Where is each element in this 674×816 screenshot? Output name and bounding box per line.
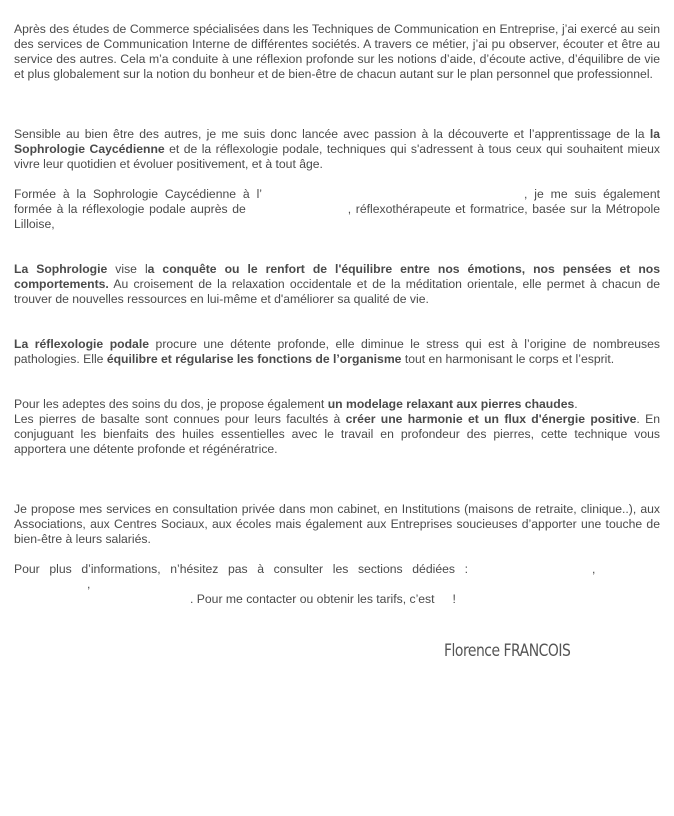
- info-text-a: Pour plus d’informations, n’hésitez pas à consulter les sections dédiées :: [14, 562, 468, 576]
- reflexology-bold-title: La réflexologie podale: [14, 337, 149, 351]
- intro-paragraph: Après des études de Commerce spécialisées dans les Techniques de Communication en Entreprise, j’ai exercé au sein des services de Communication Interne de différentes sociétés. A travers ce métier, j’ai pu observer, écouter et être au service des autres. Cela m’a conduite à une réflexion profonde sur les notions d’aide, d’écoute active, d’équilibre de vie et plus globalement sur la notion du bonheur et de bien-être de chacun autant sur le plan personnel que professionnel.: [14, 22, 660, 81]
- training-paragraph: [14, 187, 660, 232]
- info-exclamation: !: [452, 592, 456, 606]
- sophrology-bold-title: La Sophrologie: [14, 262, 108, 276]
- stones-text-d: Les pierres de basalte sont connues pour leurs facultés à: [14, 412, 346, 426]
- sophrology-text-d: Au croisement de la relaxation occidentale et de la méditation orientale, elle permet à chacun de trouver de nouvelles ressources en lui-même et d'améliorer sa qualité de vie.: [14, 277, 660, 306]
- sophrology-text-b: vise l: [107, 262, 148, 276]
- info-paragraph: [14, 562, 660, 607]
- info-comma-2: ,: [87, 577, 91, 591]
- stones-bold-massage: un modelage relaxant aux pierres chaudes: [327, 397, 575, 411]
- training-text-c: , réflexothérapeute et formatrice, basée sur la Métropole Lilloise,: [14, 202, 660, 231]
- reflexology-text-b: procure une détente profonde, elle diminue le stress qui est à l’origine de nombreuses pathologies. Elle: [14, 337, 660, 366]
- stones-bold-harmony: créer une harmonie et un flux d'énergie positive: [345, 412, 637, 426]
- reflexology-text-d: tout en harmonisant le corps et l’esprit.: [401, 352, 615, 366]
- training-text-b: , je me suis également formée à la réflexologie podale auprès de: [14, 187, 660, 216]
- passion-paragraph: [14, 127, 660, 172]
- info-comma-1: ,: [592, 562, 596, 576]
- training-text-a: Formée à la Sophrologie Caycédienne à l’: [14, 187, 263, 201]
- reflexology-bold-function: équilibre et régularise les fonctions de l’organisme: [106, 352, 402, 366]
- stones-text-c: .: [574, 397, 578, 411]
- passion-text-c: et de la réflexologie podale, techniques qui s'adressent à tous ceux qui souhaitent mieux vivre leur quotidien et évoluer positivement, et à tout âge.: [14, 142, 660, 171]
- stones-text-a: Pour les adeptes des soins du dos, je propose également: [14, 397, 328, 411]
- stones-text-f: . En conjuguant les bienfaits des huiles essentielles avec le travail en profondeur des pierres, cette technique vous apportera une détente profonde et régénératrice.: [14, 412, 660, 456]
- reflexology-paragraph: [14, 337, 660, 367]
- services-paragraph: Je propose mes services en consultation privée dans mon cabinet, en Institutions (maisons de retraite, clinique..), aux Associations, aux Centres Sociaux, aux écoles mais également aux Entreprises soucieuses d’apporter une touche de bien-être à leurs salariés.: [14, 502, 660, 546]
- hot-stones-paragraph: [14, 397, 660, 457]
- info-text-d: . Pour me contacter ou obtenir les tarifs, c’est: [190, 592, 435, 606]
- passion-text-a: Sensible au bien être des autres, je me suis donc lancée avec passion à la découverte et l’apprentissage de la: [14, 127, 650, 141]
- sophrology-paragraph: [14, 262, 660, 307]
- passion-bold-sophrologie: la Sophrologie Caycédienne: [14, 127, 660, 156]
- sophrology-bold-goal: a conquête ou le renfort de l'équilibre entre nos émotions, nos pensées et nos comportements.: [14, 262, 660, 291]
- signature: Florence FRANCOIS: [444, 641, 571, 661]
